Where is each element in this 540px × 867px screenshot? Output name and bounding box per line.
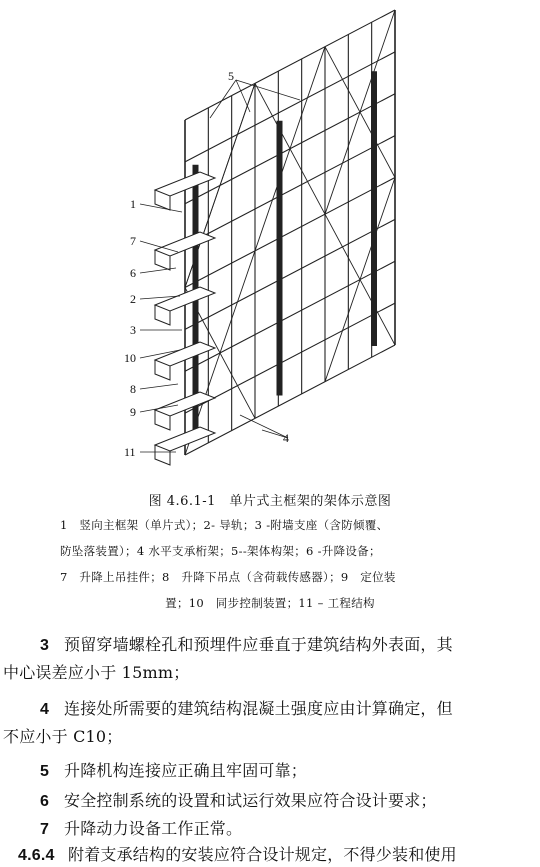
- clause-text: 升降机构连接应正确且牢固可靠；: [64, 761, 308, 780]
- callout-11: 11: [124, 445, 136, 459]
- frame-horizontal: [185, 303, 395, 413]
- callout-10: 10: [124, 351, 136, 365]
- clause-number: 7: [40, 821, 50, 838]
- legend-line-3: 7 升降上吊挂件；8 升降下吊点（含荷载传感器）；9 定位装: [60, 570, 396, 584]
- callout-leader: [140, 384, 178, 389]
- clause-6: [18, 790, 533, 813]
- frame-horizontal: [185, 10, 395, 120]
- clause-text: 升降动力设备工作正常。: [64, 819, 243, 838]
- frame-horizontal: [185, 178, 395, 288]
- figure-caption-title: 图 4.6.1-1 单片式主框架的架体示意图: [148, 494, 392, 509]
- callout-4: 4: [283, 431, 289, 445]
- clause-number: 5: [40, 763, 50, 780]
- clause-4: [18, 698, 533, 721]
- callout-1: 1: [130, 197, 136, 211]
- callout-9: 9: [130, 405, 136, 419]
- callout-5: 5: [228, 69, 234, 83]
- clause-3: [18, 634, 533, 657]
- clause-text: 不应小于 C10；: [3, 727, 123, 746]
- callout-leader: [236, 80, 250, 112]
- clause-number: 3: [40, 637, 50, 654]
- callout-leader: [140, 268, 176, 273]
- clause-text: 附着支承结构的安装应符合设计规定，不得少装和使用: [68, 845, 457, 864]
- callout-leader: [240, 415, 288, 438]
- frame-horizontal: [185, 345, 395, 455]
- clause-text: 中心误差应小于 15mm；: [3, 663, 190, 682]
- clause-number: 4: [40, 701, 50, 718]
- frame-horizontal: [185, 52, 395, 162]
- legend-line-2: 防坠落装置）；4 水平支承桁架；5--架体构架；6 -升降设备；: [60, 544, 381, 558]
- section-number: 4.6.4: [18, 847, 55, 864]
- callout-7: 7: [130, 234, 136, 248]
- legend-line-1: 1 竖向主框架（单片式）；2- 导轨；3 -附墙支座（含防倾覆、: [60, 518, 389, 532]
- clause-3-cont: [3, 662, 518, 684]
- clause-4-cont: [3, 726, 518, 748]
- frame-horizontal: [185, 219, 395, 329]
- clause-text: 安全控制系统的设置和试运行效果应符合设计要求；: [64, 791, 437, 810]
- callout-3: 3: [130, 323, 136, 337]
- frame-horizontal: [185, 261, 395, 371]
- clause-5: [18, 760, 533, 783]
- frame-brace: [255, 83, 325, 214]
- callout-leader: [236, 80, 300, 100]
- clause-7: [18, 818, 533, 841]
- frame-brace: [325, 214, 395, 345]
- clause-number: 6: [40, 793, 50, 810]
- clause-text: 预留穿墙螺栓孔和预埋件应垂直于建筑结构外表面，其: [64, 635, 453, 654]
- callout-6: 6: [130, 266, 136, 280]
- frame-horizontal: [185, 136, 395, 246]
- callout-8: 8: [130, 382, 136, 396]
- clause-text: 连接处所需要的建筑结构混凝土强度应由计算确定，但: [64, 699, 453, 718]
- callout-2: 2: [130, 292, 136, 306]
- legend-line-4: 置；10 同步控制装置；11 – 工程结构: [165, 596, 375, 610]
- clause-4-6-4: [18, 844, 533, 867]
